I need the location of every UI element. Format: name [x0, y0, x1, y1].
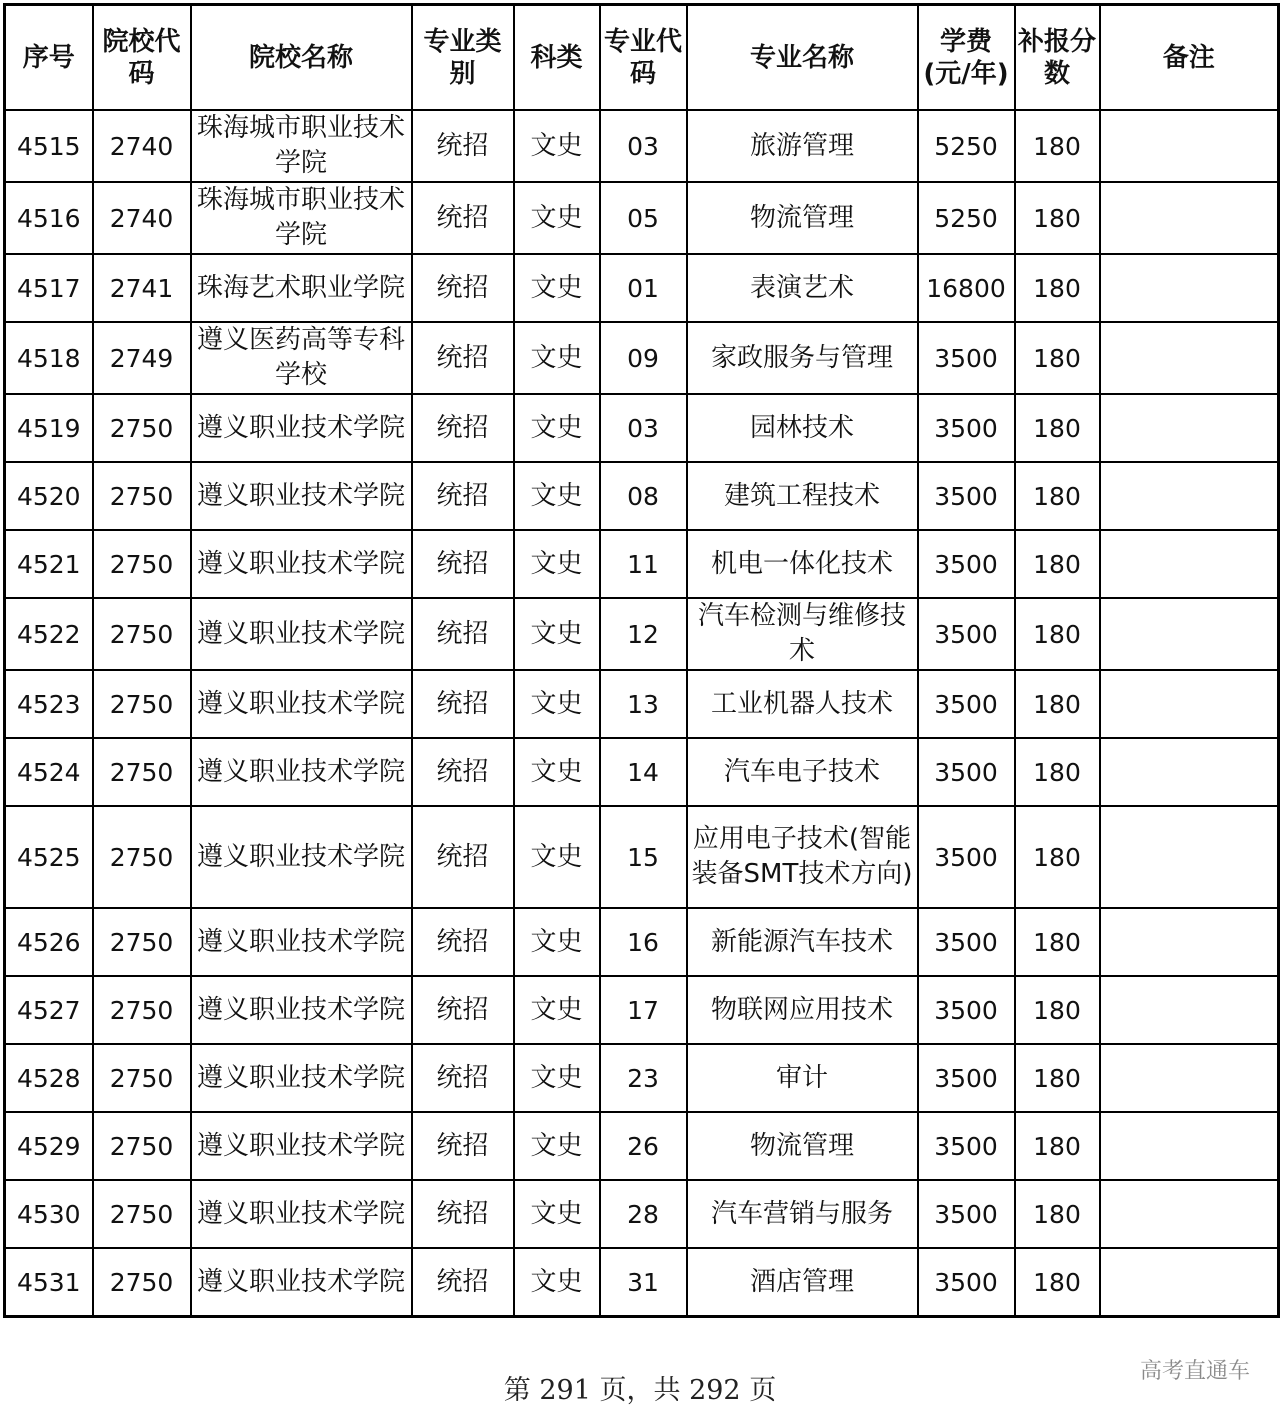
cell-major-name: 建筑工程技术 [687, 462, 918, 530]
cell-school-name: 遵义职业技术学院 [191, 670, 412, 738]
table-row [5, 976, 1279, 1044]
cell-subject: 文史 [514, 806, 600, 908]
cell-major-type: 统招 [412, 908, 514, 976]
cell-remark [1100, 908, 1279, 976]
cell-school-name: 遵义职业技术学院 [191, 598, 412, 670]
cell-subject: 文史 [514, 598, 600, 670]
cell-major-type: 统招 [412, 182, 514, 254]
cell-subject: 文史 [514, 394, 600, 462]
cell-subject: 文史 [514, 322, 600, 394]
header-seq: 序号 [5, 5, 93, 111]
cell-major-code: 03 [600, 394, 687, 462]
cell-school-name: 遵义职业技术学院 [191, 1112, 412, 1180]
cell-major-name: 汽车检测与维修技术 [687, 598, 918, 670]
cell-seq: 4527 [5, 976, 93, 1044]
cell-major-code: 17 [600, 976, 687, 1044]
cell-major-code: 28 [600, 1180, 687, 1248]
header-score: 补报分数 [1015, 5, 1100, 111]
cell-major-code: 16 [600, 908, 687, 976]
table-row [5, 1112, 1279, 1180]
table-row [5, 110, 1279, 182]
cell-score: 180 [1015, 1112, 1100, 1180]
cell-school-name: 珠海城市职业技术学院 [191, 110, 412, 182]
cell-remark [1100, 738, 1279, 806]
table-row [5, 806, 1279, 908]
cell-score: 180 [1015, 110, 1100, 182]
cell-school-code: 2749 [93, 322, 191, 394]
cell-school-name: 遵义职业技术学院 [191, 1044, 412, 1112]
cell-major-code: 05 [600, 182, 687, 254]
cell-subject: 文史 [514, 462, 600, 530]
table-row [5, 1044, 1279, 1112]
cell-remark [1100, 1044, 1279, 1112]
cell-major-name: 审计 [687, 1044, 918, 1112]
cell-major-name: 汽车营销与服务 [687, 1180, 918, 1248]
cell-major-name: 家政服务与管理 [687, 322, 918, 394]
cell-tuition: 3500 [918, 976, 1015, 1044]
cell-subject: 文史 [514, 1248, 600, 1317]
cell-score: 180 [1015, 254, 1100, 322]
cell-school-name: 遵义医药高等专科学校 [191, 322, 412, 394]
cell-score: 180 [1015, 976, 1100, 1044]
watermark: 高考直通车 [1139, 1359, 1250, 1384]
cell-school-code: 2741 [93, 254, 191, 322]
cell-major-type: 统招 [412, 1180, 514, 1248]
cell-major-type: 统招 [412, 1112, 514, 1180]
cell-tuition: 3500 [918, 394, 1015, 462]
cell-major-code: 23 [600, 1044, 687, 1112]
cell-remark [1100, 1112, 1279, 1180]
cell-school-code: 2750 [93, 394, 191, 462]
cell-tuition: 3500 [918, 598, 1015, 670]
cell-major-type: 统招 [412, 254, 514, 322]
cell-tuition: 3500 [918, 1044, 1015, 1112]
cell-school-name: 珠海城市职业技术学院 [191, 182, 412, 254]
cell-school-code: 2750 [93, 530, 191, 598]
cell-subject: 文史 [514, 182, 600, 254]
cell-seq: 4523 [5, 670, 93, 738]
cell-subject: 文史 [514, 530, 600, 598]
cell-tuition: 3500 [918, 530, 1015, 598]
cell-seq: 4515 [5, 110, 93, 182]
cell-major-code: 14 [600, 738, 687, 806]
cell-seq: 4517 [5, 254, 93, 322]
cell-tuition: 3500 [918, 462, 1015, 530]
cell-school-code: 2750 [93, 1044, 191, 1112]
cell-seq: 4522 [5, 598, 93, 670]
cell-seq: 4519 [5, 394, 93, 462]
cell-score: 180 [1015, 1180, 1100, 1248]
cell-remark [1100, 182, 1279, 254]
cell-major-code: 15 [600, 806, 687, 908]
header-school-name: 院校名称 [191, 5, 412, 111]
cell-tuition: 3500 [918, 1112, 1015, 1180]
cell-subject: 文史 [514, 254, 600, 322]
cell-major-name: 旅游管理 [687, 110, 918, 182]
cell-school-name: 遵义职业技术学院 [191, 976, 412, 1044]
cell-major-name: 物联网应用技术 [687, 976, 918, 1044]
cell-tuition: 16800 [918, 254, 1015, 322]
table-row [5, 322, 1279, 394]
cell-school-code: 2750 [93, 1180, 191, 1248]
cell-school-name: 遵义职业技术学院 [191, 530, 412, 598]
cell-tuition: 5250 [918, 110, 1015, 182]
cell-major-code: 09 [600, 322, 687, 394]
header-major-code: 专业代码 [600, 5, 687, 111]
header-subject: 科类 [514, 5, 600, 111]
cell-major-name: 汽车电子技术 [687, 738, 918, 806]
cell-major-type: 统招 [412, 1248, 514, 1317]
cell-score: 180 [1015, 806, 1100, 908]
cell-major-type: 统招 [412, 976, 514, 1044]
cell-remark [1100, 462, 1279, 530]
cell-school-name: 遵义职业技术学院 [191, 908, 412, 976]
cell-subject: 文史 [514, 1112, 600, 1180]
cell-major-type: 统招 [412, 322, 514, 394]
cell-major-type: 统招 [412, 462, 514, 530]
cell-major-code: 11 [600, 530, 687, 598]
cell-seq: 4531 [5, 1248, 93, 1317]
cell-major-name: 应用电子技术(智能装备SMT技术方向) [687, 806, 918, 908]
cell-seq: 4521 [5, 530, 93, 598]
cell-major-type: 统招 [412, 806, 514, 908]
cell-major-type: 统招 [412, 738, 514, 806]
cell-school-code: 2750 [93, 738, 191, 806]
cell-major-type: 统招 [412, 670, 514, 738]
cell-seq: 4524 [5, 738, 93, 806]
table-row [5, 254, 1279, 322]
cell-major-type: 统招 [412, 1044, 514, 1112]
cell-school-name: 遵义职业技术学院 [191, 806, 412, 908]
cell-school-code: 2750 [93, 806, 191, 908]
cell-subject: 文史 [514, 1044, 600, 1112]
cell-tuition: 3500 [918, 1248, 1015, 1317]
table-row [5, 530, 1279, 598]
cell-tuition: 5250 [918, 182, 1015, 254]
cell-score: 180 [1015, 1248, 1100, 1317]
header-tuition: 学费(元/年) [918, 5, 1015, 111]
header-major-name: 专业名称 [687, 5, 918, 111]
cell-tuition: 3500 [918, 738, 1015, 806]
cell-major-code: 12 [600, 598, 687, 670]
cell-school-name: 遵义职业技术学院 [191, 1180, 412, 1248]
admissions-table [3, 3, 1280, 1318]
table-body [5, 110, 1279, 1317]
cell-major-code: 01 [600, 254, 687, 322]
cell-score: 180 [1015, 738, 1100, 806]
table-row [5, 182, 1279, 254]
cell-seq: 4525 [5, 806, 93, 908]
cell-major-code: 03 [600, 110, 687, 182]
cell-score: 180 [1015, 394, 1100, 462]
cell-score: 180 [1015, 1044, 1100, 1112]
cell-subject: 文史 [514, 976, 600, 1044]
page-number: 第 291 页，共 292 页 [503, 1375, 777, 1406]
table-row [5, 908, 1279, 976]
cell-major-type: 统招 [412, 394, 514, 462]
cell-subject: 文史 [514, 1180, 600, 1248]
cell-remark [1100, 394, 1279, 462]
cell-major-name: 表演艺术 [687, 254, 918, 322]
cell-remark [1100, 322, 1279, 394]
cell-score: 180 [1015, 598, 1100, 670]
cell-remark [1100, 670, 1279, 738]
cell-seq: 4529 [5, 1112, 93, 1180]
table-row [5, 1248, 1279, 1317]
table-row [5, 670, 1279, 738]
table-row [5, 394, 1279, 462]
cell-tuition: 3500 [918, 806, 1015, 908]
table-row [5, 1180, 1279, 1248]
cell-major-name: 工业机器人技术 [687, 670, 918, 738]
cell-major-name: 物流管理 [687, 182, 918, 254]
cell-major-code: 08 [600, 462, 687, 530]
cell-tuition: 3500 [918, 1180, 1015, 1248]
cell-major-name: 园林技术 [687, 394, 918, 462]
cell-major-type: 统招 [412, 110, 514, 182]
cell-seq: 4528 [5, 1044, 93, 1112]
header-row [5, 5, 1279, 111]
cell-score: 180 [1015, 182, 1100, 254]
header-major-type: 专业类别 [412, 5, 514, 111]
cell-school-code: 2750 [93, 670, 191, 738]
cell-remark [1100, 110, 1279, 182]
cell-school-name: 遵义职业技术学院 [191, 394, 412, 462]
cell-school-name: 珠海艺术职业学院 [191, 254, 412, 322]
cell-score: 180 [1015, 462, 1100, 530]
cell-remark [1100, 976, 1279, 1044]
cell-major-code: 31 [600, 1248, 687, 1317]
cell-seq: 4526 [5, 908, 93, 976]
cell-score: 180 [1015, 908, 1100, 976]
cell-tuition: 3500 [918, 322, 1015, 394]
table-row [5, 462, 1279, 530]
cell-school-name: 遵义职业技术学院 [191, 738, 412, 806]
cell-school-code: 2750 [93, 1248, 191, 1317]
cell-remark [1100, 598, 1279, 670]
cell-subject: 文史 [514, 738, 600, 806]
cell-seq: 4516 [5, 182, 93, 254]
table-row [5, 598, 1279, 670]
cell-school-code: 2750 [93, 1112, 191, 1180]
cell-school-code: 2750 [93, 976, 191, 1044]
cell-major-type: 统招 [412, 598, 514, 670]
cell-seq: 4530 [5, 1180, 93, 1248]
cell-school-code: 2750 [93, 462, 191, 530]
cell-major-name: 酒店管理 [687, 1248, 918, 1317]
cell-score: 180 [1015, 530, 1100, 598]
cell-score: 180 [1015, 322, 1100, 394]
cell-seq: 4518 [5, 322, 93, 394]
cell-subject: 文史 [514, 670, 600, 738]
header-remark: 备注 [1100, 5, 1279, 111]
cell-subject: 文史 [514, 908, 600, 976]
cell-school-code: 2750 [93, 908, 191, 976]
cell-major-code: 13 [600, 670, 687, 738]
table-row [5, 738, 1279, 806]
cell-seq: 4520 [5, 462, 93, 530]
cell-tuition: 3500 [918, 670, 1015, 738]
cell-major-name: 物流管理 [687, 1112, 918, 1180]
cell-subject: 文史 [514, 110, 600, 182]
cell-major-code: 26 [600, 1112, 687, 1180]
header-school-code: 院校代码 [93, 5, 191, 111]
cell-remark [1100, 254, 1279, 322]
cell-school-name: 遵义职业技术学院 [191, 462, 412, 530]
cell-remark [1100, 1180, 1279, 1248]
cell-school-code: 2750 [93, 598, 191, 670]
cell-remark [1100, 1248, 1279, 1317]
cell-remark [1100, 530, 1279, 598]
cell-school-name: 遵义职业技术学院 [191, 1248, 412, 1317]
cell-major-name: 机电一体化技术 [687, 530, 918, 598]
cell-score: 180 [1015, 670, 1100, 738]
cell-major-type: 统招 [412, 530, 514, 598]
cell-remark [1100, 806, 1279, 908]
cell-tuition: 3500 [918, 908, 1015, 976]
cell-school-code: 2740 [93, 110, 191, 182]
cell-major-name: 新能源汽车技术 [687, 908, 918, 976]
cell-school-code: 2740 [93, 182, 191, 254]
